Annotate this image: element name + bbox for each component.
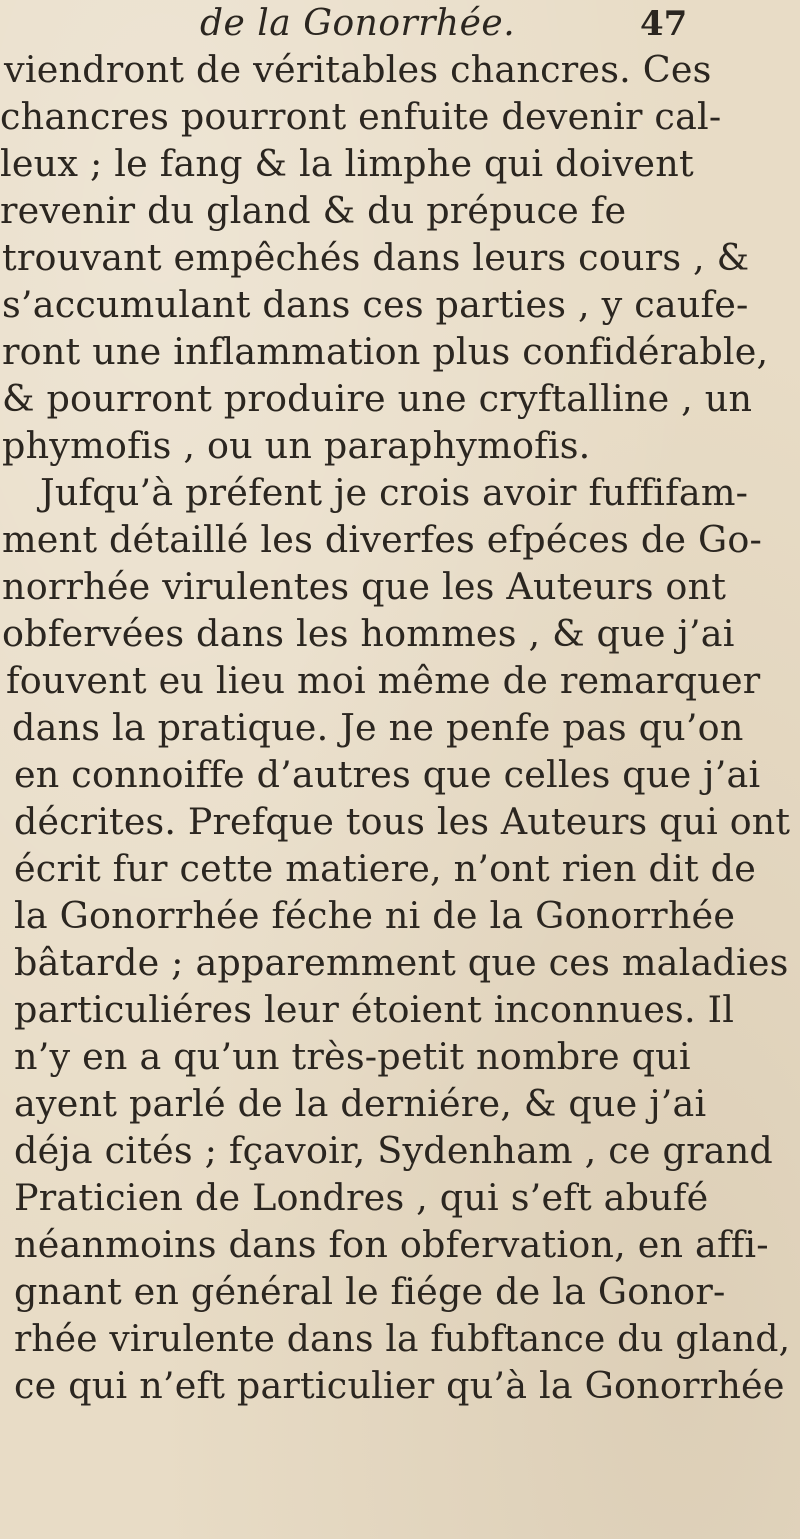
page-number: 47 [640, 4, 688, 44]
text-line: ayent parlé de la derniére, & que j’ai [14, 1082, 707, 1125]
text-line: leux ; le fang & la limphe qui doivent [0, 142, 694, 185]
text-line: ront une inflammation plus confidérable, [2, 330, 769, 373]
text-line: dans la pratique. Je ne penfe pas qu’on [12, 706, 744, 749]
text-line: phymofis , ou un paraphymofis. [2, 424, 591, 467]
text-line: ce qui n’eft particulier qu’à la Gonorrhée [14, 1364, 785, 1407]
text-line: fouvent eu lieu moi même de remarquer [6, 659, 761, 702]
text-line: n’y en a qu’un très-petit nombre qui [14, 1035, 691, 1078]
running-title: de la Gonorrhée. [200, 3, 516, 44]
text-line: décrites. Prefque tous les Auteurs qui ont [14, 800, 791, 843]
text-line: & pourront produire une cryftalline , un [2, 377, 753, 420]
text-line: s’accumulant dans ces parties , y caufe- [2, 283, 749, 326]
text-line: gnant en général le fiége de la Gonor- [14, 1270, 726, 1313]
text-line: bâtarde ; apparemment que ces maladies [14, 941, 789, 984]
text-line: obfervées dans les hommes , & que j’ai [2, 612, 735, 655]
text-line: norrhée virulentes que les Auteurs ont [2, 565, 727, 608]
text-line: viendront de véritables chancres. Ces [4, 48, 712, 91]
text-line: Praticien de Londres , qui s’eft abufé [14, 1176, 709, 1219]
text-line: écrit fur cette matiere, n’ont rien dit de [14, 847, 757, 890]
page-header [0, 2, 800, 46]
text-line: néanmoins dans fon obfervation, en affi- [14, 1223, 769, 1266]
text-line: déja cités ; fçavoir, Sydenham , ce grand [14, 1129, 773, 1172]
text-line: Jufqu’à préfent je crois avoir fuffifam- [40, 471, 749, 514]
text-line: chancres pourront enfuite devenir cal- [0, 95, 722, 138]
text-line: la Gonorrhée féche ni de la Gonorrhée [14, 894, 736, 937]
text-line: en connoiffe d’autres que celles que j’ai [14, 753, 761, 796]
text-line: particuliéres leur étoient inconnues. Il [14, 988, 735, 1031]
text-line: revenir du gland & du prépuce fe [0, 189, 627, 232]
text-line: rhée virulente dans la fubftance du gland, [14, 1317, 791, 1360]
text-line: trouvant empêchés dans leurs cours , & [2, 236, 750, 279]
text-line: ment détaillé les diverfes efpéces de Go- [2, 518, 763, 561]
